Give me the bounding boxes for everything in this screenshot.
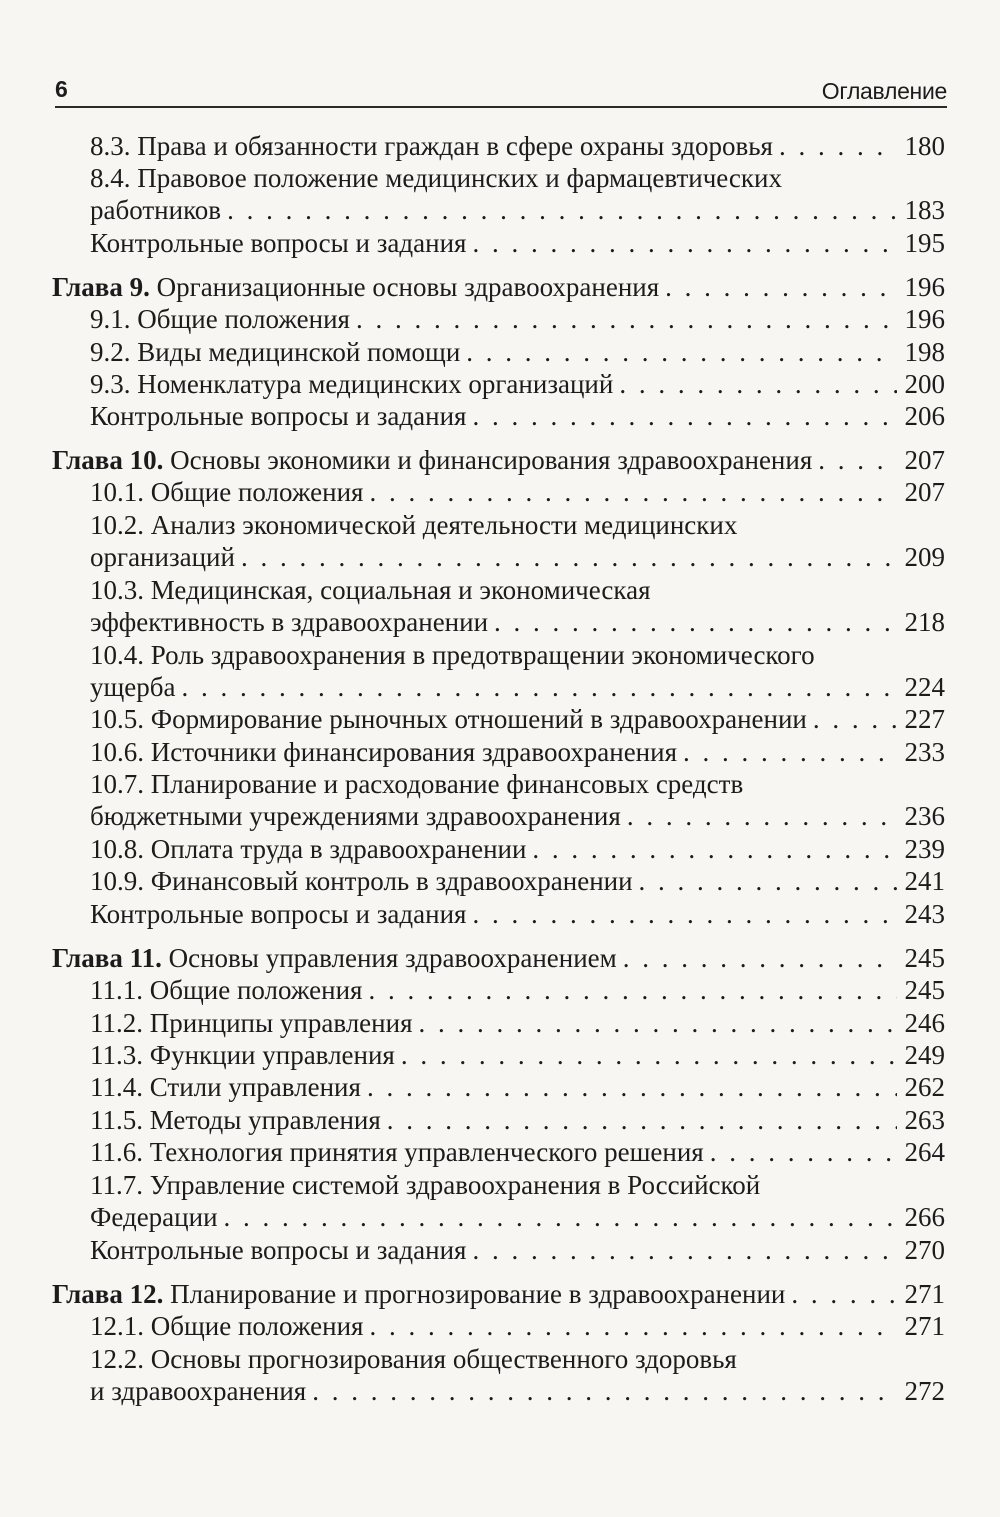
toc-title: 9.1. Общие положения	[90, 304, 350, 334]
toc-title: Федерации	[90, 1202, 218, 1232]
toc-line	[90, 1169, 945, 1201]
toc-line	[90, 541, 945, 573]
toc-page-number: 218	[904, 607, 945, 637]
toc-line	[90, 1201, 945, 1233]
toc-line	[90, 833, 945, 865]
toc-line	[90, 303, 945, 335]
toc-line	[52, 444, 945, 476]
toc-page-number: 245	[904, 975, 945, 1005]
toc-title: 10.6. Источники финансирования здравоохранения	[90, 737, 677, 767]
chapter-label: Глава 11.	[52, 943, 162, 973]
dot-leader	[224, 1201, 897, 1233]
toc-page-number: 195	[904, 228, 945, 258]
toc-title: 11.6. Технология принятия управленческого решения	[90, 1137, 704, 1167]
toc-page-number: 271	[904, 1311, 945, 1341]
toc-title: эффективность в здравоохранении	[90, 607, 489, 637]
toc-page-number: 209	[904, 542, 945, 572]
toc-page-number: 262	[904, 1072, 945, 1102]
toc-line	[90, 768, 945, 800]
toc-line	[90, 1007, 945, 1039]
dot-leader	[683, 736, 897, 768]
dot-leader	[472, 400, 896, 432]
toc-line	[90, 606, 945, 638]
toc-title: и здравоохранения	[90, 1376, 307, 1406]
toc-line	[90, 1375, 945, 1407]
dot-leader	[472, 227, 896, 259]
dot-leader	[472, 898, 896, 930]
toc-title: 9.3. Номенклатура медицинских организаций	[90, 369, 614, 399]
toc-title: Основы управления здравоохранением	[168, 943, 617, 973]
toc-line	[90, 736, 945, 768]
dot-leader	[791, 1278, 896, 1310]
dot-leader	[627, 800, 897, 832]
toc-page-number: 236	[904, 801, 945, 831]
toc-title: 12.1. Общие положения	[90, 1311, 364, 1341]
toc-line	[90, 1234, 945, 1266]
toc-title: Контрольные вопросы и задания	[90, 228, 467, 258]
toc-line	[90, 1343, 945, 1375]
dot-leader	[472, 1234, 896, 1266]
toc-page-number: 207	[904, 445, 945, 475]
toc-line	[90, 162, 945, 194]
toc-page-number: 207	[904, 477, 945, 507]
toc-line	[90, 1310, 945, 1342]
toc-title: Планирование и прогнозирование в здравоохранении	[170, 1279, 786, 1309]
dot-leader	[623, 942, 897, 974]
toc-line	[90, 974, 945, 1006]
toc-line	[90, 476, 945, 508]
dot-leader	[710, 1136, 897, 1168]
toc-line	[52, 271, 945, 303]
toc-title: 10.7. Планирование и расходование финансовых средств	[90, 769, 744, 799]
toc-page-number: 272	[904, 1376, 945, 1406]
dot-leader	[779, 130, 897, 162]
toc-page-number: 200	[904, 369, 945, 399]
dot-leader	[665, 271, 896, 303]
toc-title: 12.2. Основы прогнозирования общественного здоровья	[90, 1344, 737, 1374]
page-number: 6	[55, 76, 68, 102]
toc-page-number: 243	[904, 899, 945, 929]
toc-title: 11.1. Общие положения	[90, 975, 363, 1005]
chapter-label: Глава 10.	[52, 445, 164, 475]
toc-line	[90, 1136, 945, 1168]
dot-leader	[639, 865, 897, 897]
dot-leader	[818, 444, 896, 476]
dot-leader	[466, 336, 896, 368]
toc-title: 10.2. Анализ экономической деятельности медицинских	[90, 510, 738, 540]
toc-line	[90, 671, 945, 703]
toc-title: Организационные основы здравоохранения	[156, 272, 660, 302]
toc-line	[90, 574, 945, 606]
toc-page-number: 264	[904, 1137, 945, 1167]
dot-leader	[227, 194, 896, 226]
dot-leader	[813, 703, 897, 735]
toc-title: 11.4. Стили управления	[90, 1072, 361, 1102]
dot-leader	[401, 1039, 897, 1071]
toc-title: бюджетными учреждениями здравоохранения	[90, 801, 621, 831]
dot-leader	[368, 974, 896, 1006]
toc-title: Контрольные вопросы и задания	[90, 401, 467, 431]
toc-page-number: 198	[904, 337, 945, 367]
toc-title: 10.5. Формирование рыночных отношений в здравоохранении	[90, 704, 807, 734]
toc-line	[90, 800, 945, 832]
toc-line	[52, 1278, 945, 1310]
toc-title: 10.3. Медицинская, социальная и экономическая	[90, 575, 651, 605]
dot-leader	[418, 1007, 896, 1039]
dot-leader	[367, 1071, 897, 1103]
dot-leader	[369, 476, 896, 508]
toc-page-number: 246	[904, 1008, 945, 1038]
dot-leader	[619, 368, 896, 400]
toc-line	[90, 400, 945, 432]
toc-title: 10.8. Оплата труда в здравоохранении	[90, 834, 527, 864]
toc-page-number: 206	[904, 401, 945, 431]
dot-leader	[494, 606, 896, 638]
toc-page-number: 233	[904, 737, 945, 767]
chapter-label: Глава 9.	[52, 272, 150, 302]
toc-title: Контрольные вопросы и задания	[90, 1235, 467, 1265]
toc-title: 11.7. Управление системой здравоохранения в Российской	[90, 1170, 761, 1200]
toc-page-number: 263	[904, 1105, 945, 1135]
toc-title: 10.4. Роль здравоохранения в предотвращении экономического	[90, 640, 815, 670]
toc-line	[90, 130, 945, 162]
toc-title: 9.2. Виды медицинской помощи	[90, 337, 461, 367]
toc-page-number: 180	[904, 131, 945, 161]
dot-leader	[356, 303, 897, 335]
toc-line	[90, 1039, 945, 1071]
toc-line	[90, 368, 945, 400]
dot-leader	[182, 671, 897, 703]
toc-title: ущерба	[90, 672, 176, 702]
toc-line	[90, 639, 945, 671]
toc-line	[90, 1104, 945, 1136]
toc-line	[90, 227, 945, 259]
toc-title: 8.4. Правовое положение медицинских и фармацевтических	[90, 163, 782, 193]
toc-page-number: 239	[904, 834, 945, 864]
toc-line	[90, 509, 945, 541]
toc-line	[90, 336, 945, 368]
toc-page-number: 271	[904, 1279, 945, 1309]
toc-title: организаций	[90, 542, 235, 572]
toc-page-number: 245	[904, 943, 945, 973]
toc-title: 11.2. Принципы управления	[90, 1008, 413, 1038]
toc-page-number: 227	[904, 704, 945, 734]
toc-title: 10.9. Финансовый контроль в здравоохранении	[90, 866, 633, 896]
toc-title: 11.3. Функции управления	[90, 1040, 395, 1070]
dot-leader	[369, 1310, 896, 1342]
toc-line	[52, 942, 945, 974]
toc-line	[90, 194, 945, 226]
dot-leader	[387, 1104, 897, 1136]
toc-title: 11.5. Методы управления	[90, 1105, 381, 1135]
toc-page-number: 196	[904, 304, 945, 334]
chapter-label: Глава 12.	[52, 1279, 164, 1309]
dot-leader	[241, 541, 897, 573]
toc-page-number: 241	[904, 866, 945, 896]
toc-page-number: 196	[904, 272, 945, 302]
toc-line	[90, 1071, 945, 1103]
toc-line	[90, 898, 945, 930]
toc-title: 8.3. Права и обязанности граждан в сфере охраны здоровья	[90, 131, 773, 161]
toc-line	[90, 865, 945, 897]
toc-title: работников	[90, 195, 222, 225]
toc-line	[90, 703, 945, 735]
toc-title: 10.1. Общие положения	[90, 477, 364, 507]
toc-page-number: 224	[904, 672, 945, 702]
toc-page-number: 183	[904, 195, 945, 225]
toc-page-number: 266	[904, 1202, 945, 1232]
toc-title: Основы экономики и финансирования здравоохранения	[170, 445, 813, 475]
dot-leader	[312, 1375, 896, 1407]
toc-page-number: 249	[904, 1040, 945, 1070]
running-title: Оглавление	[821, 78, 947, 104]
toc-page-number: 270	[904, 1235, 945, 1265]
toc-title: Контрольные вопросы и задания	[90, 899, 467, 929]
dot-leader	[532, 833, 896, 865]
